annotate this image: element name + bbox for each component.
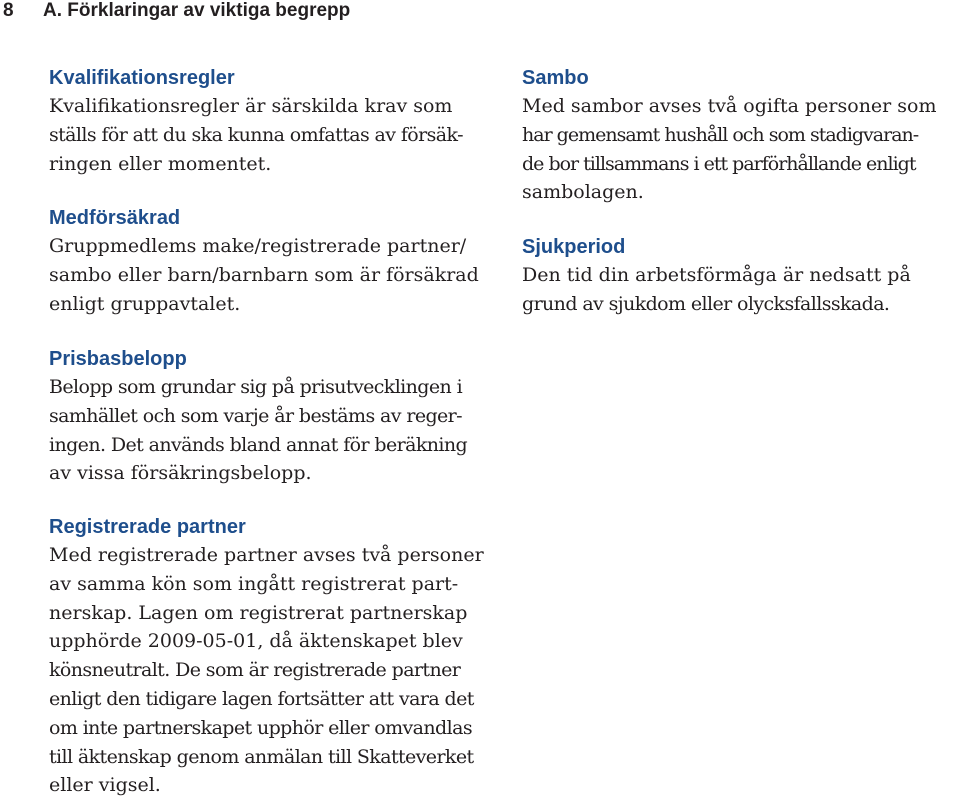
definition-line: om inte partnerskapet upphör eller omvandlas xyxy=(49,716,472,739)
definition-line: sambolagen. xyxy=(522,181,644,204)
definition-line: upphörde 2009-05-01, då äktenskapet blev xyxy=(49,630,463,653)
glossary-entry-sjukperiod xyxy=(522,233,911,319)
definition-line: Belopp som grundar sig på prisutvecklingen i xyxy=(49,376,463,398)
definition-line: Med registrerade partner avses två personer xyxy=(49,544,484,566)
definition-line: ställs för att du ska kunna omfattas av försäk- xyxy=(49,123,463,146)
definition-line: har gemensamt hushåll och som stadigvaran- xyxy=(522,123,919,146)
definition-line: enligt gruppavtalet. xyxy=(49,292,241,315)
definition-line: könsneutralt. De som är registrerade partner xyxy=(49,659,461,682)
definition-line: till äktenskap genom anmälan till Skatteverket xyxy=(49,745,474,768)
definition-line: de bor tillsammans i ett parförhållande enligt xyxy=(522,152,916,175)
definition-line: enligt den tidigare lagen fortsätter att vara det xyxy=(49,687,474,710)
glossary-entry-sambo xyxy=(522,64,937,207)
definition-line: Med sambor avses två ogifta personer som xyxy=(522,95,937,117)
definition-line: sambo eller barn/barnbarn som är försäkrad xyxy=(49,263,479,286)
definition-line: ingen. Det används bland annat för beräkning xyxy=(49,433,468,456)
definition-line: samhället och som varje år bestäms av reger- xyxy=(49,404,462,427)
term-heading: Medförsäkrad xyxy=(49,207,181,229)
term-heading: Prisbasbelopp xyxy=(49,348,187,370)
page-number: 8 xyxy=(3,0,14,21)
definition-line: eller vigsel. xyxy=(49,774,161,797)
definition-line: av samma kön som ingått registrerat part- xyxy=(49,572,459,595)
term-heading: Registrerade partner xyxy=(49,516,246,538)
definition-line: Kvalifikationsregler är särskilda krav som xyxy=(49,95,453,117)
definition-line: Den tid din arbetsförmåga är nedsatt på xyxy=(522,264,911,286)
definition-line: grund av sjukdom eller olycksfallsskada. xyxy=(522,292,890,315)
glossary-entry-prisbasbelopp xyxy=(49,345,467,488)
term-heading: Sjukperiod xyxy=(522,236,626,258)
chapter-title: A. Förklaringar av viktiga begrepp xyxy=(43,0,351,21)
definition-line: nerskap. Lagen om registrerat partnerskap xyxy=(49,601,468,624)
definition-line: av vissa försäkringsbelopp. xyxy=(49,462,312,485)
definition-line: ringen eller momentet. xyxy=(49,152,272,175)
glossary-entry-registrerade-partner xyxy=(49,513,484,800)
glossary-entry-kvalifikationsregler xyxy=(49,64,463,178)
definition-line: Gruppmedlems make/registrerade partner/ xyxy=(49,235,467,257)
term-heading: Sambo xyxy=(522,67,589,89)
glossary-entry-medforsakrad xyxy=(49,204,479,318)
term-heading: Kvalifikationsregler xyxy=(49,67,235,89)
